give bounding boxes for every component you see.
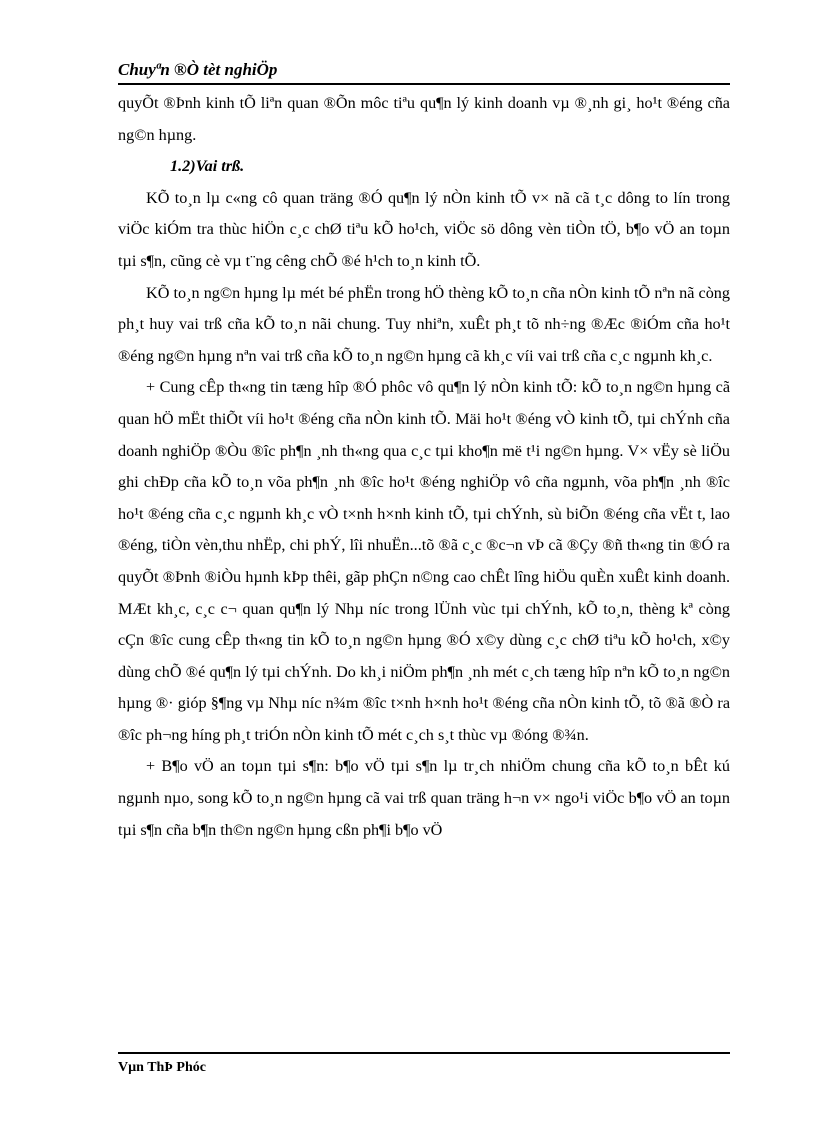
intro-paragraph: quyÕt ®Þnh kinh tÕ liªn quan ®Õn môc tiªu qu¶n lý kinh doanh vµ ®¸nh gi¸ ho¹t ®éng cña ng©n hµng. [118, 94, 730, 144]
paragraph-information-supply: + Cung cÊp th«ng tin tæng hîp ®Ó phôc vô qu¶n lý nÒn kinh tÕ: kÕ to¸n ng©n hµng cã quan hÖ mËt thiÕt víi ho¹t ®éng cña nÒn kinh tÕ. Mäi ho¹t ®éng vÒ kinh tÕ, tµi chÝnh cña doanh nghiÖp ®Òu ®îc ph¶n ¸nh th«ng qua c¸c tµi kho¶n më t¹i ng©n hµng. V× vËy sè liÖu ghi chÐp cña kÕ to¸n võa ph¶n ¸nh ®îc ho¹t ®éng nghiÖp vô cña ngµnh, võa ph¶n ¸nh ®îc ho¹t ®éng cña c¸c ngµnh kh¸c vÒ t×nh h×nh kinh tÕ, tµi chÝnh, sù biÕn ®éng cña vËt t, lao ®éng, tiÒn vèn,thu nhËp, chi phÝ, lîi nhuËn...tõ ®ã c¸c ®c¬n vÞ cã ®Çy ®ñ th«ng tin ®Ó ra quyÕt ®Þnh ®iÒu hµnh kÞp thêi, gãp phÇn n©ng cao chÊt lîng hiÖu quÈn xuÊt kinh doanh. MÆt kh¸c, c¸c c¬ quan qu¶n lý Nhµ níc trong lÜnh vùc tµi chÝnh, kÕ to¸n, thèng kª còng cÇn ®îc cung cÊp th«ng tin kÕ to¸n ng©n hµng ®Ó x©y dùng c¸c chØ tiªu kÕ ho¹ch, x©y dùng chÕ ®é qu¶n lý tµi chÝnh. Do kh¸i niÖm ph¶n ¸nh mét c¸ch tæng hîp nªn kÕ to¸n ng©n hµng ®· gióp §¶ng vµ Nhµ níc n¾m ®îc t×nh h×nh ho¹t ®éng cña nÒn kinh tÕ, tõ ®ã ®Ò ra ®îc ph¬ng híng ph¸t triÓn nÒn kinh tÕ mét c¸ch s¸t thùc vµ ®óng ®¾n. [118, 378, 730, 744]
header-divider [118, 83, 730, 85]
paragraph-role-overview: KÕ to¸n lµ c«ng cô quan träng ®Ó qu¶n lý nÒn kinh tÕ v× nã cã t¸c dông to lín trong viÖc kiÓm tra thùc hiÖn c¸c chØ tiªu kÕ ho¹ch, viÖc sö dông vèn tiÒn tÖ, b¶o vÖ an toµn tµi s¶n, cũng cè vµ t¨ng cêng chÕ ®é h¹ch to¸n kinh tÕ. [118, 188, 730, 270]
paragraph-asset-protection: + B¶o vÖ an toµn tµi s¶n: b¶o vÖ tµi s¶n lµ tr¸ch nhiÖm chung cña kÕ to¸n bÊt kú ngµnh nµo, song kÕ to¸n ng©n hµng cã vai trß quan träng h¬n v× ngo¹i viÖc b¶o vÖ an toµn tµi s¶n cña b¶n th©n ng©n hµng cßn ph¶i b¶o vÖ [118, 757, 730, 839]
page-footer-author: Vµn ThÞ Phóc [118, 1060, 206, 1075]
page-header-title: Chuyªn ®Ò tèt nghiÖp [118, 60, 278, 79]
footer-divider [118, 1052, 730, 1054]
paragraph-bank-accounting: KÕ to¸n ng©n hµng lµ mét bé phËn trong hÖ thèng kÕ to¸n cña nÒn kinh tÕ nªn nã còng ph¸t huy vai trß cña kÕ to¸n nãi chung. Tuy nhiªn, xuÊt ph¸t tõ nh÷ng ®Æc ®iÓm cña ho¹t ®éng ng©n hµng nªn vai trß cña kÕ to¸n ng©n hµng cã kh¸c víi vai trß cña c¸c ngµnh kh¸c. [118, 283, 730, 365]
section-heading: 1.2)Vai trß. [170, 157, 245, 176]
document-body [118, 88, 730, 846]
